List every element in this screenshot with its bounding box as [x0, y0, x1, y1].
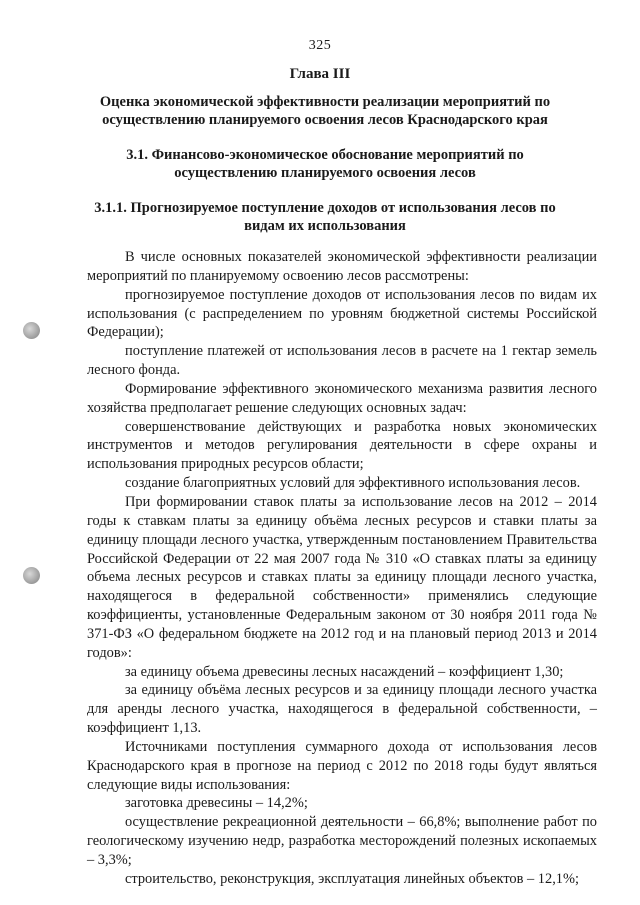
- section-heading: 3.1. Финансово-экономическое обоснование мероприятий по осуществлению планируемого освоения лесов: [126, 147, 524, 181]
- page-number: 325: [308, 38, 332, 53]
- chapter-title: Глава III: [289, 66, 351, 82]
- paragraph: за единицу объема древесины лесных насаждений – коэффициент 1,30;: [125, 663, 564, 680]
- paragraph: прогнозируемое поступление доходов от использования лесов по видам их использования (с распределением по уровням бюджетной системы Российской Федерации);: [87, 286, 597, 341]
- binder-hole-top: [23, 322, 40, 339]
- paragraph: осуществление рекреационной деятельности – 66,8%; выполнение работ по геологическому изучению недр, разработка месторождений полезных ископаемых – 3,3%;: [87, 814, 597, 868]
- paragraph: совершенствование действующих и разработка новых экономических инструментов и методов регулирования деятельности в сфере охраны и использования природных ресурсов области;: [87, 418, 597, 473]
- paragraph: создание благоприятных условий для эффективного использования лесов.: [125, 475, 581, 492]
- binder-hole-bottom: [23, 567, 40, 584]
- paragraph: заготовка древесины – 14,2%;: [125, 795, 308, 812]
- paragraph: При формировании ставок платы за использование лесов на 2012 – 2014 годы к ставкам платы за единицу объёма лесных ресурсов и ставки платы за единицу площади лесного участка, утвержденным постановлением Правительства Российской Федерации от 22 мая 2007 года № 310 «О ставках платы за единицу объема лесных ресурсов и ставках платы за единицу площади лесного участка, находящегося в федеральной собственности» применялись следующие коэффициенты, установленные Федеральным законом от 30 ноября 2011 года № 371-ФЗ «О федеральном бюджете на 2012 год и на плановый период 2013 и 2014 годов»:: [87, 493, 597, 661]
- paragraph: Формирование эффективного экономического механизма развития лесного хозяйства предполагает решение следующих основных задач:: [87, 380, 597, 416]
- paragraph: за единицу объёма лесных ресурсов и за единицу площади лесного участка для аренды лесного участка, находящегося в федеральной собственности, – коэффициент 1,13.: [87, 682, 597, 737]
- paragraph: Источниками поступления суммарного дохода от использования лесов Краснодарского края в прогнозе на период с 2012 по 2018 годы будут являться следующие виды использования:: [87, 738, 597, 793]
- paragraph: поступление платежей от использования лесов в расчете на 1 гектар земель лесного фонда.: [87, 343, 597, 379]
- paragraph: строительство, реконструкция, эксплуатация линейных объектов – 12,1%;: [125, 870, 579, 887]
- chapter-heading: Оценка экономической эффективности реализации мероприятий по осуществлению планируемого освоения лесов Краснодарского края: [99, 94, 551, 128]
- body-text: [87, 248, 597, 889]
- paragraph: В числе основных показателей экономической эффективности реализации мероприятий по планируемому освоению лесов рассмотрены:: [87, 249, 597, 284]
- subsection-heading: 3.1.1. Прогнозируемое поступление доходов от использования лесов по видам их использования: [94, 200, 556, 234]
